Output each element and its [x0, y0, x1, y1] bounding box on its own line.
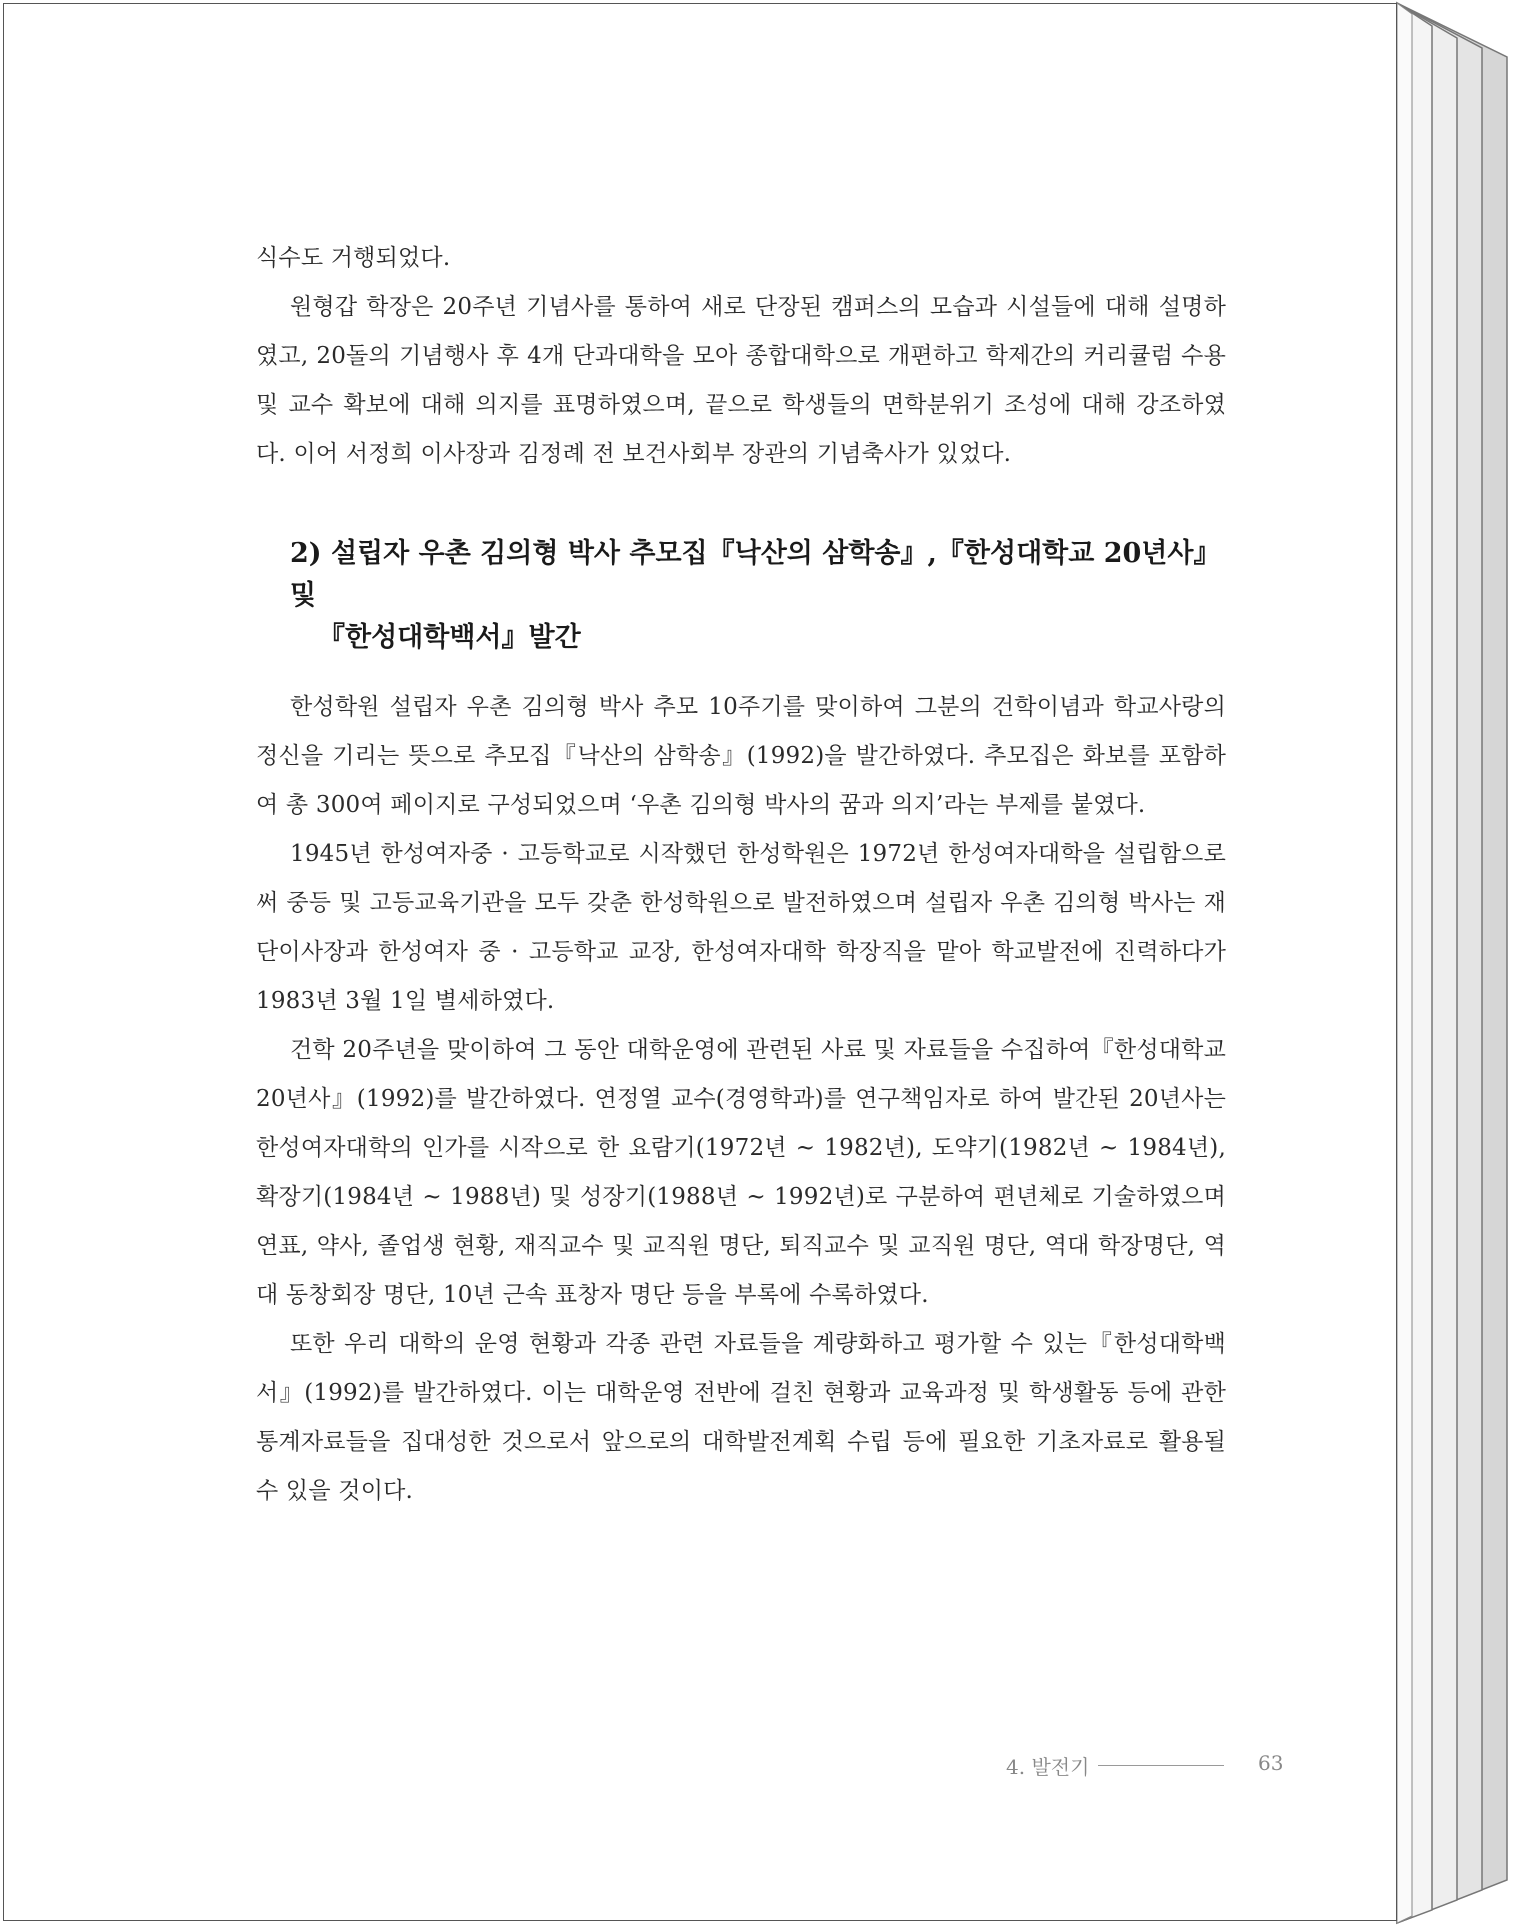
- page-number: 63: [1258, 1751, 1284, 1775]
- section-heading: [256, 533, 1226, 659]
- page-footer: [1006, 1751, 1306, 1781]
- book-page: [3, 3, 1397, 1921]
- founder-history-paragraph: 1945년 한성여자중 · 고등학교로 시작했던 한성학원은 1972년 한성여자대학을 설립함으로써 중등 및 고등교육기관을 모두 갖춘 한성학원으로 발전하였으며 설립자 우촌 김의형 박사는 재단이사장과 한성여자 중 · 고등학교 교장, 한성여자대학 학장직을 맡아 학교발전에 진력하다가 1983년 3월 1일 별세하였다.: [256, 841, 1226, 1014]
- page-content: [256, 234, 1226, 1516]
- section-heading-line1: 2) 설립자 우촌 김의형 박사 추모집『낙산의 삼학송』,『한성대학교 20년사』및: [290, 538, 1221, 611]
- footer-chapter-title: 4. 발전기: [1006, 1755, 1090, 1779]
- anniversary-speech-paragraph: 원형갑 학장은 20주년 기념사를 통하여 새로 단장된 캠퍼스의 모습과 시설들에 대해 설명하였고, 20돌의 기념행사 후 4개 단과대학을 모아 종합대학으로 개편하고 학제간의 커리큘럼 수용 및 교수 확보에 대해 의지를 표명하였으며, 끝으로 학생들의 면학분위기 조성에 대해 강조하였다. 이어 서정희 이사장과 김정례 전 보건사회부 장관의 기념축사가 있었다.: [256, 294, 1226, 467]
- section-heading-line2: 『한성대학백서』발간: [318, 622, 581, 653]
- continuation-paragraph: 식수도 거행되었다.: [256, 245, 451, 271]
- white-paper-paragraph: 또한 우리 대학의 운영 현황과 각종 관련 자료들을 계량화하고 평가할 수 있는『한성대학백서』(1992)를 발간하였다. 이는 대학운영 전반에 걸친 현황과 교육과정 및 학생활동 등에 관한 통계자료들을 집대성한 것으로서 앞으로의 대학발전계획 수립 등에 필요한 기초자료로 활용될 수 있을 것이다.: [256, 1331, 1226, 1504]
- memorial-book-paragraph: 한성학원 설립자 우촌 김의형 박사 추모 10주기를 맞이하여 그분의 건학이념과 학교사랑의 정신을 기리는 뜻으로 추모집『낙산의 삼학송』(1992)을 발간하였다. 추모집은 화보를 포함하여 총 300여 페이지로 구성되었으며 ‘우촌 김의형 박사의 꿈과 의지’라는 부제를 붙였다.: [256, 694, 1226, 818]
- footer-rule: [1098, 1765, 1224, 1766]
- twenty-year-history-paragraph: 건학 20주년을 맞이하여 그 동안 대학운영에 관련된 사료 및 자료들을 수집하여『한성대학교 20년사』(1992)를 발간하였다. 연정열 교수(경영학과)를 연구책임자로 하여 발간된 20년사는 한성여자대학의 인가를 시작으로 한 요람기(1972년 ~ 1982년), 도약기(1982년 ~ 1984년), 확장기(1984년 ~ 1988년) 및 성장기(1988년 ~ 1992년)로 구분하여 편년체로 기술하였으며 연표, 약사, 졸업생 현황, 재직교수 및 교직원 명단, 퇴직교수 및 교직원 명단, 역대 학장명단, 역대 동창회장 명단, 10년 근속 표창자 명단 등을 부록에 수록하였다.: [256, 1037, 1226, 1308]
